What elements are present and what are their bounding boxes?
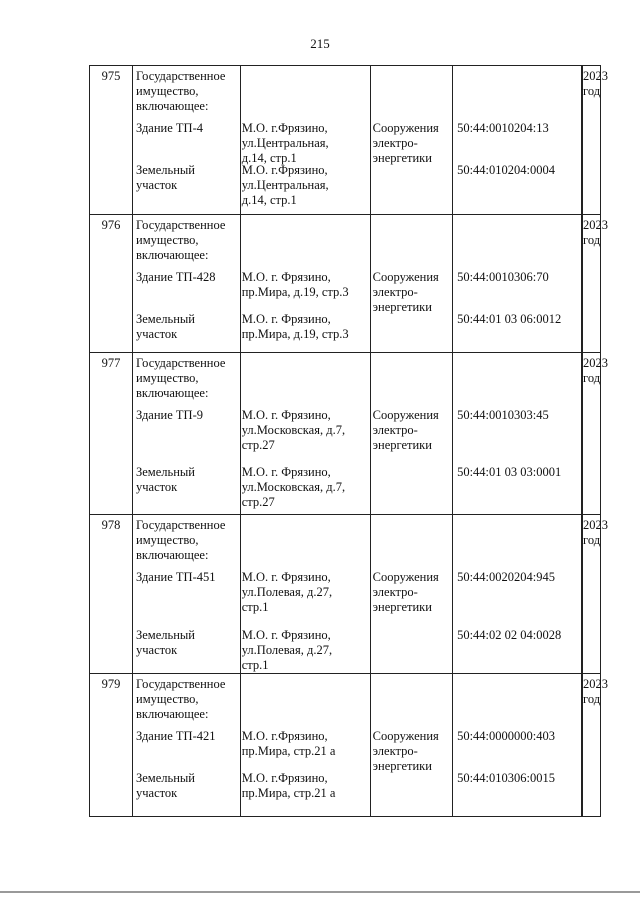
land-cadastral-number: 50:44:02 02 04:0028 [457,628,562,642]
text-line: М.О. г. Фрязино, [241,408,331,422]
text-line: 2023 [583,677,608,691]
building-row [133,118,582,163]
text-line: включающее: [136,548,209,562]
text-line: М.О. г.Фрязино, [241,729,328,743]
text-line: Сооружения [372,570,439,584]
table-row [90,66,601,215]
text-line: 2023 [583,218,608,232]
text-line: М.О. г.Фрязино, [241,121,328,135]
text-line: стр.27 [241,438,275,452]
text-line: электро- [372,585,418,599]
text-line: Здание ТП-421 [136,729,216,743]
group-header-row [133,66,582,118]
text-line: Государственное [136,518,226,532]
text-line: 2023 [583,69,608,83]
text-line: М.О. г. Фрязино, [241,465,331,479]
text-line: ул.Московская, д.7, [241,423,346,437]
property-register-table [89,65,608,817]
text-line: М.О. г. Фрязино, [241,570,331,584]
text-line: ул.Полевая, д.27, [241,643,333,657]
text-line: пр.Мира, стр.21 а [241,786,336,800]
building-name [133,729,237,771]
text-line: д.14, стр.1 [241,151,297,165]
building-type [368,408,452,465]
record-number: 977 [90,353,133,515]
text-line: М.О. г. Фрязино, [241,312,331,326]
building-name [133,270,237,312]
text-line: пр.Мира, стр.21 а [241,744,336,758]
building-row [133,567,582,628]
land-name [133,628,237,673]
building-type [368,729,452,771]
building-name [133,408,237,465]
text-line: энергетики [372,759,432,773]
land-row [133,628,582,673]
building-cadastral-number: 50:44:0010303:45 [457,408,549,422]
building-cadastral-number: 50:44:0010204:13 [457,121,549,135]
record-number: 976 [90,215,133,353]
land-address [237,163,368,214]
text-line: Сооружения [372,408,439,422]
land-cadastral-number: 50:44:01 03 06:0012 [457,312,562,326]
text-line: М.О. г.Фрязино, [241,771,328,785]
group-header-row [133,215,582,267]
text-line: энергетики [372,438,432,452]
building-address [237,570,368,628]
building-address [237,270,368,312]
building-address [237,121,368,163]
text-line: электро- [372,744,418,758]
text-line: Государственное [136,218,226,232]
land-row [133,312,582,352]
text-line: стр.1 [241,658,269,672]
record-year [583,215,608,353]
land-cadastral-number: 50:44:01 03 03:0001 [457,465,562,479]
text-line: участок [136,480,178,494]
record-details [133,674,583,817]
table-row [90,674,601,817]
land-name [133,771,237,816]
text-line: Здание ТП-451 [136,570,216,584]
text-line: 2023 [583,518,608,532]
text-line: Здание ТП-4 [136,121,203,135]
record-year [583,515,608,674]
group-header-row [133,515,582,567]
text-line: 2023 [583,356,608,370]
land-cadastral-number: 50:44:010306:0015 [457,771,555,785]
text-line: энергетики [372,300,432,314]
text-line: год [583,371,601,385]
land-address [237,465,368,514]
text-line: включающее: [136,707,209,721]
land-name [133,465,237,514]
text-line: Сооружения [372,270,439,284]
text-line: Здание ТП-428 [136,270,216,284]
text-line: включающее: [136,99,209,113]
text-line: включающее: [136,248,209,262]
group-description [133,218,237,267]
scan-edge-line [0,891,640,893]
record-number: 975 [90,66,133,215]
text-line: стр.27 [241,495,275,509]
text-line: Здание ТП-9 [136,408,203,422]
land-row [133,465,582,514]
land-row [133,163,582,214]
building-row [133,267,582,312]
land-address [237,771,368,816]
table-row [90,215,601,353]
text-line: пр.Мира, д.19, стр.3 [241,327,349,341]
text-line: участок [136,178,178,192]
record-year [583,353,608,515]
text-line: участок [136,643,178,657]
record-details [133,515,583,674]
table-row [90,515,601,674]
group-description [133,356,237,405]
text-line: имущество, [136,692,199,706]
text-line: имущество, [136,84,199,98]
group-header-row [133,353,582,405]
text-line: электро- [372,423,418,437]
page-number: 215 [310,36,330,51]
text-line: М.О. г. Фрязино, [241,628,331,642]
text-line: стр.1 [241,600,269,614]
text-line: ул.Центральная, [241,136,329,150]
building-type [368,270,452,312]
text-line: энергетики [372,600,432,614]
land-name [133,312,237,352]
building-cadastral-number: 50:44:0000000:403 [457,729,555,743]
building-row [133,405,582,465]
text-line: имущество, [136,233,199,247]
building-address [237,729,368,771]
building-name [133,121,237,163]
text-line: Сооружения [372,729,439,743]
record-year [583,66,608,215]
land-row [133,771,582,816]
land-cadastral-number: 50:44:010204:0004 [457,163,555,177]
text-line: М.О. г.Фрязино, [241,163,328,177]
text-line: ул.Центральная, [241,178,329,192]
building-type [368,570,452,628]
land-address [237,628,368,673]
group-description [133,69,237,118]
text-line: имущество, [136,371,199,385]
text-line: М.О. г. Фрязино, [241,270,331,284]
building-type [368,121,452,163]
text-line: Сооружения [372,121,439,135]
text-line: энергетики [372,151,432,165]
record-year [583,674,608,817]
text-line: электро- [372,136,418,150]
table-row [90,353,601,515]
text-line: ул.Московская, д.7, [241,480,346,494]
group-description [133,518,237,567]
record-details [133,353,583,515]
text-line: год [583,533,601,547]
text-line: Государственное [136,69,226,83]
building-cadastral-number: 50:44:0020204:945 [457,570,555,584]
text-line: Земельный [136,771,195,785]
text-line: год [583,692,601,706]
text-line: Земельный [136,163,195,177]
text-line: участок [136,786,178,800]
building-row [133,726,582,771]
text-line: электро- [372,285,418,299]
record-details [133,215,583,353]
record-number: 979 [90,674,133,817]
building-address [237,408,368,465]
text-line: год [583,233,601,247]
group-description [133,677,237,726]
text-line: Государственное [136,677,226,691]
text-line: ул.Полевая, д.27, [241,585,333,599]
record-details [133,66,583,215]
building-cadastral-number: 50:44:0010306:70 [457,270,549,284]
text-line: пр.Мира, д.19, стр.3 [241,285,349,299]
text-line: Земельный [136,628,195,642]
building-name [133,570,237,628]
text-line: включающее: [136,386,209,400]
text-line: год [583,84,601,98]
text-line: имущество, [136,533,199,547]
land-name [133,163,237,214]
text-line: участок [136,327,178,341]
text-line: Земельный [136,312,195,326]
land-address [237,312,368,352]
record-number: 978 [90,515,133,674]
group-header-row [133,674,582,726]
text-line: Государственное [136,356,226,370]
text-line: Земельный [136,465,195,479]
text-line: д.14, стр.1 [241,193,297,207]
